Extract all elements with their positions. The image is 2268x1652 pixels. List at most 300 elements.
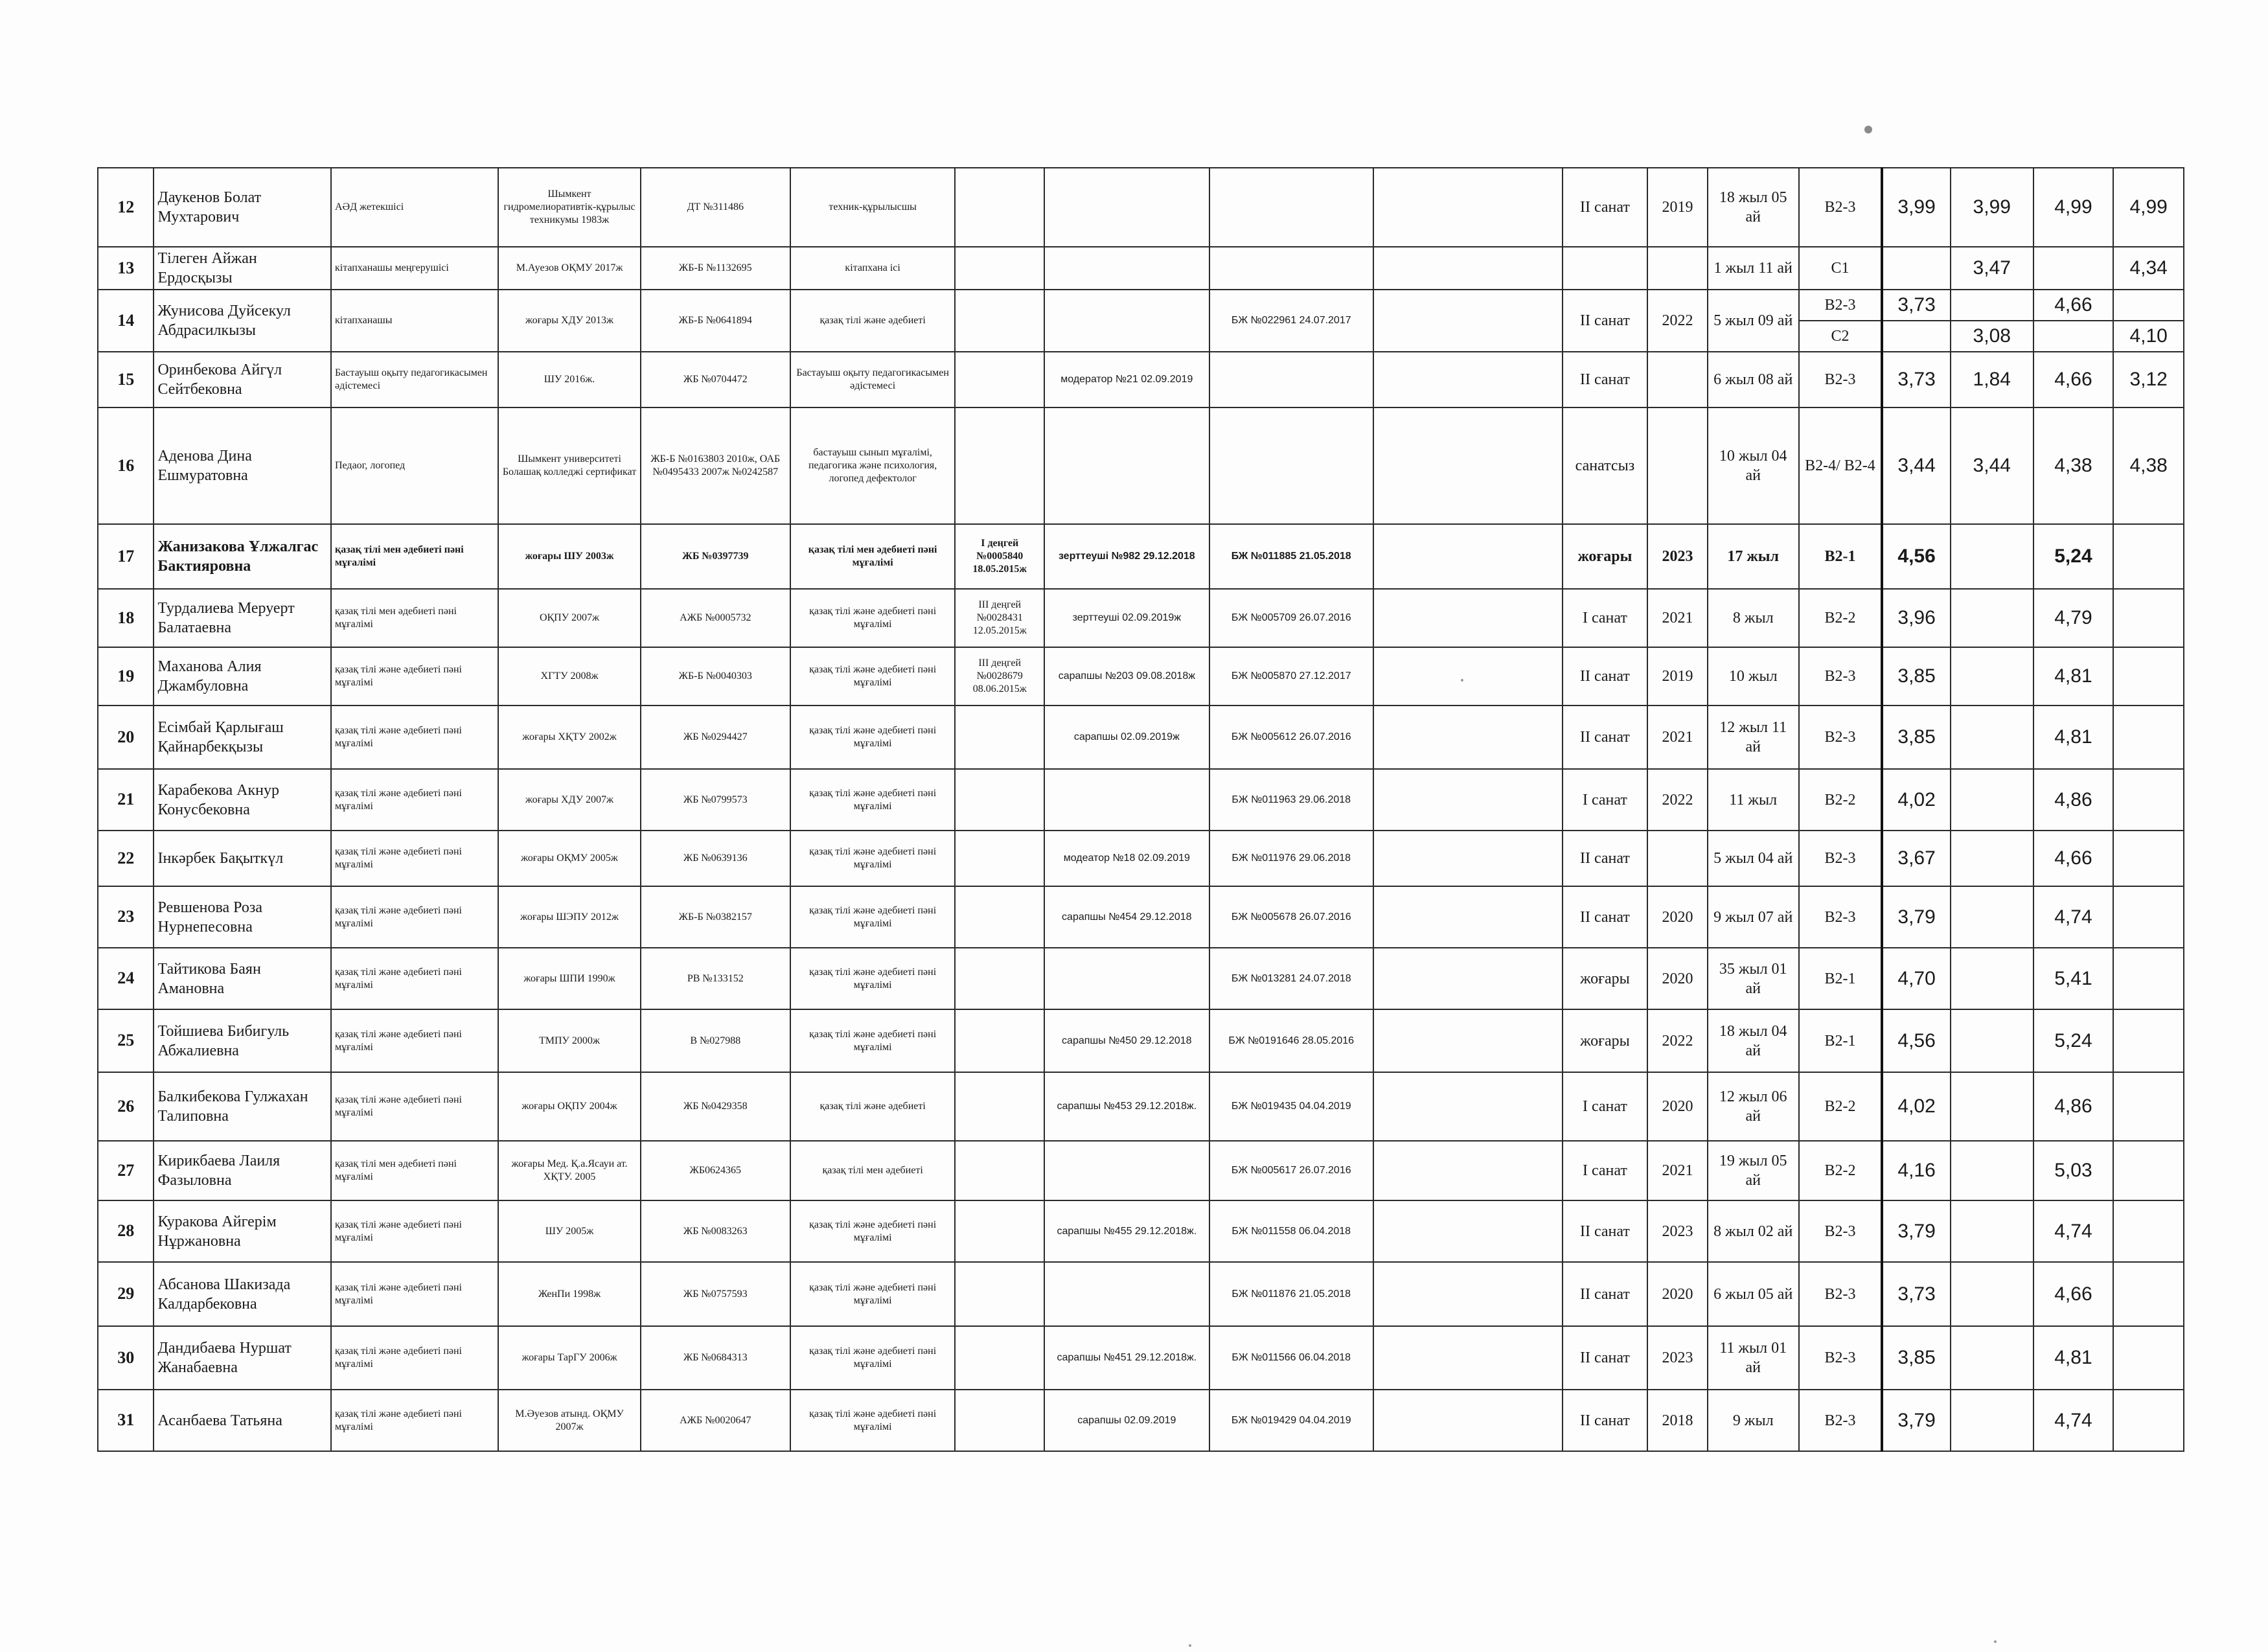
extra-cell: [1373, 769, 1563, 831]
diploma-cell: ЖБ №0684313: [641, 1326, 790, 1390]
specialty-cell: бастауыш сынып мұғалімі, педагогика және психология, логопед дефектолог: [790, 407, 955, 524]
table-row: [98, 1326, 2184, 1390]
coef-3-cell: [2033, 247, 2114, 290]
diploma-cell: ЖБ-Б №0040303: [641, 647, 790, 706]
year-cell: 2019: [1647, 647, 1708, 706]
year-cell: 2021: [1647, 589, 1708, 647]
qualification-cell: сарапшы №451 29.12.2018ж.: [1044, 1326, 1209, 1390]
extra-cell: [1373, 290, 1563, 352]
number-cell: 28: [98, 1200, 154, 1262]
extra-cell: [1373, 407, 1563, 524]
education-cell: жоғары ОҚПУ 2004ж: [498, 1072, 640, 1141]
number-cell: 30: [98, 1326, 154, 1390]
coef-4-cell: 4,10: [2113, 321, 2184, 352]
coef-4-cell: [2113, 524, 2184, 589]
coef-4-cell: [2113, 1072, 2184, 1141]
level-course-cell: [955, 168, 1044, 247]
grade-code-cell: В2-3: [1799, 1326, 1883, 1390]
diploma-cell: В №027988: [641, 1009, 790, 1072]
name-cell: Маханова Алия Джамбуловна: [154, 647, 331, 706]
qualification-cell: зерттеуші 02.09.2019ж: [1044, 589, 1209, 647]
category-cell: ІІ санат: [1563, 886, 1648, 948]
certificate-cell: БЖ №011566 06.04.2018: [1209, 1326, 1373, 1390]
experience-cell: 10 жыл 04 ай: [1708, 407, 1799, 524]
category-cell: ІІ санат: [1563, 706, 1648, 769]
table-row: [98, 247, 2184, 290]
level-course-cell: [955, 352, 1044, 407]
education-cell: ХГТУ 2008ж: [498, 647, 640, 706]
level-course-cell: ІІІ деңгей №0028679 08.06.2015ж: [955, 647, 1044, 706]
coef-2-cell: [1951, 706, 2033, 769]
category-cell: ІІ санат: [1563, 352, 1648, 407]
education-cell: жоғары ХДУ 2013ж: [498, 290, 640, 352]
year-cell: 2023: [1647, 1326, 1708, 1390]
year-cell: 2022: [1647, 1009, 1708, 1072]
table-row: [98, 1072, 2184, 1141]
position-cell: қазақ тілі және әдебиеті пәні мұғалімі: [331, 948, 498, 1009]
diploma-cell: ЖБ №0429358: [641, 1072, 790, 1141]
education-cell: Шымкент гидромелиоративтік-құрылыс техникумы 1983ж: [498, 168, 640, 247]
table-row: [98, 1200, 2184, 1262]
extra-cell: [1373, 1072, 1563, 1141]
qualification-cell: сарапшы 02.09.2019: [1044, 1390, 1209, 1451]
category-cell: [1563, 247, 1648, 290]
coef-2-cell: [1951, 1390, 2033, 1451]
year-cell: 2018: [1647, 1390, 1708, 1451]
coef-3-cell: 4,66: [2033, 831, 2114, 886]
qualification-cell: модератор №21 02.09.2019: [1044, 352, 1209, 407]
name-cell: Тілеген Айжан Ердосқызы: [154, 247, 331, 290]
extra-cell: [1373, 247, 1563, 290]
coef-3-cell: 4,74: [2033, 1200, 2114, 1262]
diploma-cell: ЖБ-Б №1132695: [641, 247, 790, 290]
grade-code-cell: В2-1: [1799, 524, 1883, 589]
number-cell: 27: [98, 1141, 154, 1200]
year-cell: [1647, 352, 1708, 407]
coef-2-cell: 3,99: [1951, 168, 2033, 247]
category-cell: ІІ санат: [1563, 1262, 1648, 1326]
name-cell: Тайтикова Баян Амановна: [154, 948, 331, 1009]
coef-2-cell: [1951, 948, 2033, 1009]
coef-1-cell: 4,56: [1882, 1009, 1951, 1072]
year-cell: [1647, 407, 1708, 524]
level-course-cell: [955, 290, 1044, 352]
table-row: [98, 948, 2184, 1009]
coef-2-cell: [1951, 1072, 2033, 1141]
experience-cell: 18 жыл 04 ай: [1708, 1009, 1799, 1072]
table-row: [98, 168, 2184, 247]
coef-1-cell: 3,73: [1882, 352, 1951, 407]
year-cell: 2020: [1647, 1072, 1708, 1141]
certificate-cell: БЖ №011976 29.06.2018: [1209, 831, 1373, 886]
category-cell: ІІ санат: [1563, 831, 1648, 886]
coef-3-cell: 5,41: [2033, 948, 2114, 1009]
experience-cell: 9 жыл: [1708, 1390, 1799, 1451]
education-cell: жоғары ОҚМУ 2005ж: [498, 831, 640, 886]
specialty-cell: Бастауыш оқыту педагогикасымен әдістемесі: [790, 352, 955, 407]
name-cell: Оринбекова Айгүл Сейтбековна: [154, 352, 331, 407]
extra-cell: [1373, 168, 1563, 247]
coef-2-cell: [1951, 290, 2033, 321]
coef-4-cell: [2113, 1141, 2184, 1200]
specialty-cell: қазақ тілі және әдебиеті пәні мұғалімі: [790, 769, 955, 831]
position-cell: қазақ тілі және әдебиеті пәні мұғалімі: [331, 1200, 498, 1262]
grade-code-cell: С1: [1799, 247, 1883, 290]
position-cell: Бастауыш оқыту педагогикасымен әдістемесі: [331, 352, 498, 407]
certificate-cell: БЖ №019429 04.04.2019: [1209, 1390, 1373, 1451]
certificate-cell: БЖ №019435 04.04.2019: [1209, 1072, 1373, 1141]
certificate-cell: БЖ №011558 06.04.2018: [1209, 1200, 1373, 1262]
category-cell: жоғары: [1563, 948, 1648, 1009]
diploma-cell: ЖБ №0397739: [641, 524, 790, 589]
year-cell: 2022: [1647, 290, 1708, 352]
position-cell: қазақ тілі және әдебиеті пәні мұғалімі: [331, 647, 498, 706]
position-cell: қазақ тілі және әдебиеті пәні мұғалімі: [331, 769, 498, 831]
table-row: [98, 1262, 2184, 1326]
category-cell: ІІ санат: [1563, 1390, 1648, 1451]
certificate-cell: [1209, 407, 1373, 524]
specialty-cell: қазақ тілі және әдебиеті пәні мұғалімі: [790, 1390, 955, 1451]
qualification-cell: [1044, 1262, 1209, 1326]
level-course-cell: ІІІ деңгей №0028431 12.05.2015ж: [955, 589, 1044, 647]
coef-4-cell: 4,34: [2113, 247, 2184, 290]
coef-2-cell: 3,08: [1951, 321, 2033, 352]
name-cell: Тойшиева Бибигуль Абжалиевна: [154, 1009, 331, 1072]
number-cell: 31: [98, 1390, 154, 1451]
coef-1-cell: 3,73: [1882, 1262, 1951, 1326]
qualification-cell: сарапшы №453 29.12.2018ж.: [1044, 1072, 1209, 1141]
level-course-cell: [955, 886, 1044, 948]
qualification-cell: [1044, 407, 1209, 524]
specialty-cell: қазақ тілі және әдебиеті: [790, 290, 955, 352]
number-cell: 20: [98, 706, 154, 769]
coef-4-cell: [2113, 1009, 2184, 1072]
number-cell: 22: [98, 831, 154, 886]
category-cell: санатсыз: [1563, 407, 1648, 524]
certificate-cell: БЖ №013281 24.07.2018: [1209, 948, 1373, 1009]
category-cell: ІІ санат: [1563, 647, 1648, 706]
level-course-cell: [955, 1072, 1044, 1141]
coef-1-cell: 3,85: [1882, 1326, 1951, 1390]
grade-code-cell: В2-2: [1799, 1072, 1883, 1141]
coef-4-cell: [2113, 647, 2184, 706]
coef-1-cell: 3,79: [1882, 886, 1951, 948]
table-row: [98, 1009, 2184, 1072]
coef-4-cell: [2113, 769, 2184, 831]
certificate-cell: БЖ №005870 27.12.2017: [1209, 647, 1373, 706]
coef-3-cell: 4,74: [2033, 886, 2114, 948]
education-cell: М.Ауезов ОҚМУ 2017ж: [498, 247, 640, 290]
extra-cell: [1373, 948, 1563, 1009]
diploma-cell: ДТ №311486: [641, 168, 790, 247]
grade-code-cell: В2-1: [1799, 948, 1883, 1009]
level-course-cell: [955, 407, 1044, 524]
coef-3-cell: 4,66: [2033, 290, 2114, 321]
year-cell: 2020: [1647, 886, 1708, 948]
category-cell: І санат: [1563, 1072, 1648, 1141]
specialty-cell: қазақ тілі және әдебиеті пәні мұғалімі: [790, 589, 955, 647]
coef-3-cell: 4,81: [2033, 1326, 2114, 1390]
name-cell: Дандибаева Нуршат Жанабаевна: [154, 1326, 331, 1390]
coef-4-cell: [2113, 948, 2184, 1009]
experience-cell: 35 жыл 01 ай: [1708, 948, 1799, 1009]
experience-cell: 5 жыл 09 ай: [1708, 290, 1799, 352]
category-cell: ІІ санат: [1563, 1200, 1648, 1262]
grade-code-cell: В2-1: [1799, 1009, 1883, 1072]
grade-code-cell: В2-3: [1799, 1262, 1883, 1326]
year-cell: 2020: [1647, 948, 1708, 1009]
qualification-cell: модеатор №18 02.09.2019: [1044, 831, 1209, 886]
category-cell: ІІ санат: [1563, 1326, 1648, 1390]
diploma-cell: ЖБ-Б №0382157: [641, 886, 790, 948]
qualification-cell: [1044, 290, 1209, 352]
extra-cell: [1373, 706, 1563, 769]
experience-cell: 6 жыл 05 ай: [1708, 1262, 1799, 1326]
position-cell: кітапханашы: [331, 290, 498, 352]
coef-4-cell: [2113, 831, 2184, 886]
qualification-cell: [1044, 168, 1209, 247]
coef-1-cell: 3,99: [1882, 168, 1951, 247]
experience-cell: 11 жыл: [1708, 769, 1799, 831]
coef-2-cell: [1951, 1009, 2033, 1072]
coef-2-cell: [1951, 589, 2033, 647]
position-cell: қазақ тілі мен әдебиеті пәні мұғалімі: [331, 589, 498, 647]
experience-cell: 8 жыл 02 ай: [1708, 1200, 1799, 1262]
grade-code-cell: В2-3: [1799, 831, 1883, 886]
coef-3-cell: 5,24: [2033, 524, 2114, 589]
experience-cell: 9 жыл 07 ай: [1708, 886, 1799, 948]
coef-1-cell: 3,44: [1882, 407, 1951, 524]
experience-cell: 1 жыл 11 ай: [1708, 247, 1799, 290]
specialty-cell: кітапхана ісі: [790, 247, 955, 290]
coef-2-cell: [1951, 1262, 2033, 1326]
extra-cell: [1373, 589, 1563, 647]
experience-cell: 12 жыл 06 ай: [1708, 1072, 1799, 1141]
coef-1-cell: 4,56: [1882, 524, 1951, 589]
education-cell: жоғары ШЭПУ 2012ж: [498, 886, 640, 948]
coef-4-cell: [2113, 1200, 2184, 1262]
certificate-cell: [1209, 352, 1373, 407]
level-course-cell: [955, 769, 1044, 831]
grade-code-cell: В2-3: [1799, 886, 1883, 948]
coef-3-cell: 4,86: [2033, 769, 2114, 831]
diploma-cell: ЖБ №0294427: [641, 706, 790, 769]
experience-cell: 11 жыл 01 ай: [1708, 1326, 1799, 1390]
extra-cell: [1373, 831, 1563, 886]
name-cell: Аденова Дина Ешмуратовна: [154, 407, 331, 524]
level-course-cell: [955, 1141, 1044, 1200]
number-cell: 21: [98, 769, 154, 831]
grade-code-cell: В2-2: [1799, 589, 1883, 647]
number-cell: 26: [98, 1072, 154, 1141]
position-cell: қазақ тілі және әдебиеті пәні мұғалімі: [331, 831, 498, 886]
experience-cell: 17 жыл: [1708, 524, 1799, 589]
coef-3-cell: 4,81: [2033, 706, 2114, 769]
coef-3-cell: 4,38: [2033, 407, 2114, 524]
number-cell: 18: [98, 589, 154, 647]
certificate-cell: [1209, 247, 1373, 290]
experience-cell: 12 жыл 11 ай: [1708, 706, 1799, 769]
position-cell: қазақ тілі және әдебиеті пәні мұғалімі: [331, 1009, 498, 1072]
experience-cell: 8 жыл: [1708, 589, 1799, 647]
category-cell: жоғары: [1563, 1009, 1648, 1072]
level-course-cell: І деңгей №0005840 18.05.2015ж: [955, 524, 1044, 589]
scan-speck: [1994, 1640, 1997, 1643]
table-row: [98, 831, 2184, 886]
position-cell: АӘД жетекшісі: [331, 168, 498, 247]
specialty-cell: қазақ тілі және әдебиеті пәні мұғалімі: [790, 1326, 955, 1390]
number-cell: 15: [98, 352, 154, 407]
table-row: [98, 352, 2184, 407]
coef-1-cell: 3,85: [1882, 647, 1951, 706]
certificate-cell: БЖ №011876 21.05.2018: [1209, 1262, 1373, 1326]
grade-code-cell: В2-3: [1799, 290, 1883, 321]
table-row: [98, 769, 2184, 831]
category-cell: І санат: [1563, 589, 1648, 647]
qualification-cell: [1044, 769, 1209, 831]
coef-3-cell: 5,24: [2033, 1009, 2114, 1072]
coef-2-cell: [1951, 1326, 2033, 1390]
qualification-cell: сарапшы 02.09.2019ж: [1044, 706, 1209, 769]
position-cell: қазақ тілі және әдебиеті пәні мұғалімі: [331, 1072, 498, 1141]
position-cell: қазақ тілі және әдебиеті пәні мұғалімі: [331, 1390, 498, 1451]
coef-4-cell: [2113, 1262, 2184, 1326]
extra-cell: [1373, 1390, 1563, 1451]
certificate-cell: БЖ №0191646 28.05.2016: [1209, 1009, 1373, 1072]
table-row: [98, 290, 2184, 321]
experience-cell: 5 жыл 04 ай: [1708, 831, 1799, 886]
name-cell: Даукенов Болат Мухтарович: [154, 168, 331, 247]
name-cell: Карабекова Акнур Конусбековна: [154, 769, 331, 831]
year-cell: 2021: [1647, 1141, 1708, 1200]
specialty-cell: техник-құрылысшы: [790, 168, 955, 247]
year-cell: 2023: [1647, 524, 1708, 589]
certificate-cell: БЖ №022961 24.07.2017: [1209, 290, 1373, 352]
position-cell: қазақ тілі және әдебиеті пәні мұғалімі: [331, 886, 498, 948]
number-cell: 24: [98, 948, 154, 1009]
extra-cell: [1373, 1141, 1563, 1200]
specialty-cell: қазақ тілі және әдебиеті пәні мұғалімі: [790, 831, 955, 886]
coef-4-cell: [2113, 1326, 2184, 1390]
experience-cell: 10 жыл: [1708, 647, 1799, 706]
grade-code-cell: С2: [1799, 321, 1883, 352]
number-cell: 19: [98, 647, 154, 706]
extra-cell: [1373, 1326, 1563, 1390]
coef-1-cell: 4,02: [1882, 769, 1951, 831]
coef-2-cell: [1951, 769, 2033, 831]
position-cell: Педаог, логопед: [331, 407, 498, 524]
year-cell: [1647, 831, 1708, 886]
table-body: [98, 168, 2184, 1451]
coef-1-cell: [1882, 321, 1951, 352]
education-cell: ШУ 2016ж.: [498, 352, 640, 407]
position-cell: қазақ тілі және әдебиеті пәні мұғалімі: [331, 706, 498, 769]
level-course-cell: [955, 247, 1044, 290]
position-cell: қазақ тілі және әдебиеті пәні мұғалімі: [331, 1262, 498, 1326]
level-course-cell: [955, 831, 1044, 886]
education-cell: жоғары ШПИ 1990ж: [498, 948, 640, 1009]
coef-2-cell: 3,47: [1951, 247, 2033, 290]
number-cell: 14: [98, 290, 154, 352]
table-row: [98, 407, 2184, 524]
extra-cell: [1373, 524, 1563, 589]
name-cell: Ревшенова Роза Нурнепесовна: [154, 886, 331, 948]
level-course-cell: [955, 948, 1044, 1009]
coef-2-cell: [1951, 1141, 2033, 1200]
diploma-cell: ЖБ №0639136: [641, 831, 790, 886]
coef-3-cell: 4,81: [2033, 647, 2114, 706]
coef-1-cell: [1882, 247, 1951, 290]
qualification-cell: сарапшы №455 29.12.2018ж.: [1044, 1200, 1209, 1262]
qualification-cell: зерттеуші №982 29.12.2018: [1044, 524, 1209, 589]
coef-2-cell: [1951, 831, 2033, 886]
grade-code-cell: В2-3: [1799, 647, 1883, 706]
qualification-cell: сарапшы №203 09.08.2018ж: [1044, 647, 1209, 706]
coef-1-cell: 3,79: [1882, 1390, 1951, 1451]
extra-cell: [1373, 1009, 1563, 1072]
extra-cell: [1373, 1200, 1563, 1262]
specialty-cell: қазақ тілі және әдебиеті пәні мұғалімі: [790, 1200, 955, 1262]
coef-4-cell: [2113, 706, 2184, 769]
grade-code-cell: В2-3: [1799, 706, 1883, 769]
extra-cell: [1373, 647, 1563, 706]
name-cell: Кирикбаева Лаиля Фазыловна: [154, 1141, 331, 1200]
coef-3-cell: 4,99: [2033, 168, 2114, 247]
diploma-cell: АЖБ №0020647: [641, 1390, 790, 1451]
specialty-cell: қазақ тілі мен әдебиеті: [790, 1141, 955, 1200]
name-cell: Есімбай Қарлығаш Қайнарбекқызы: [154, 706, 331, 769]
coef-3-cell: 4,66: [2033, 1262, 2114, 1326]
education-cell: жоғары ШУ 2003ж: [498, 524, 640, 589]
diploma-cell: РВ №133152: [641, 948, 790, 1009]
coef-1-cell: 4,16: [1882, 1141, 1951, 1200]
certificate-cell: БЖ №011963 29.06.2018: [1209, 769, 1373, 831]
coef-4-cell: [2113, 1390, 2184, 1451]
table-row: [98, 524, 2184, 589]
diploma-cell: ЖБ №0757593: [641, 1262, 790, 1326]
number-cell: 12: [98, 168, 154, 247]
education-cell: М.Әуезов атынд. ОҚМУ 2007ж: [498, 1390, 640, 1451]
qualification-cell: сарапшы №450 29.12.2018: [1044, 1009, 1209, 1072]
name-cell: Балкибекова Гулжахан Талиповна: [154, 1072, 331, 1141]
number-cell: 17: [98, 524, 154, 589]
coef-4-cell: 3,12: [2113, 352, 2184, 407]
name-cell: Інкәрбек Бақыткүл: [154, 831, 331, 886]
diploma-cell: АЖБ №0005732: [641, 589, 790, 647]
specialty-cell: қазақ тілі және әдебиеті пәні мұғалімі: [790, 886, 955, 948]
certificate-cell: БЖ №005709 26.07.2016: [1209, 589, 1373, 647]
coef-1-cell: 3,79: [1882, 1200, 1951, 1262]
table-row: [98, 1390, 2184, 1451]
education-cell: жоғары ТарГУ 2006ж: [498, 1326, 640, 1390]
scan-mark: [1864, 126, 1872, 133]
education-cell: жоғары Мед. Қ.а.Ясауи ат. ХҚТУ. 2005: [498, 1141, 640, 1200]
qualification-cell: [1044, 948, 1209, 1009]
position-cell: кітапханашы меңгерушісі: [331, 247, 498, 290]
specialty-cell: қазақ тілі және әдебиеті пәні мұғалімі: [790, 1009, 955, 1072]
grade-code-cell: В2-4/ В2-4: [1799, 407, 1883, 524]
level-course-cell: [955, 1009, 1044, 1072]
name-cell: Жунисова Дуйсекул Абдрасилкызы: [154, 290, 331, 352]
table-row: [98, 589, 2184, 647]
coef-2-cell: [1951, 886, 2033, 948]
year-cell: 2023: [1647, 1200, 1708, 1262]
education-cell: жоғары ХҚТУ 2002ж: [498, 706, 640, 769]
specialty-cell: қазақ тілі мен әдебиеті пәні мұғалімі: [790, 524, 955, 589]
coef-2-cell: [1951, 1200, 2033, 1262]
specialty-cell: қазақ тілі және әдебиеті пәні мұғалімі: [790, 948, 955, 1009]
specialty-cell: қазақ тілі және әдебиеті: [790, 1072, 955, 1141]
